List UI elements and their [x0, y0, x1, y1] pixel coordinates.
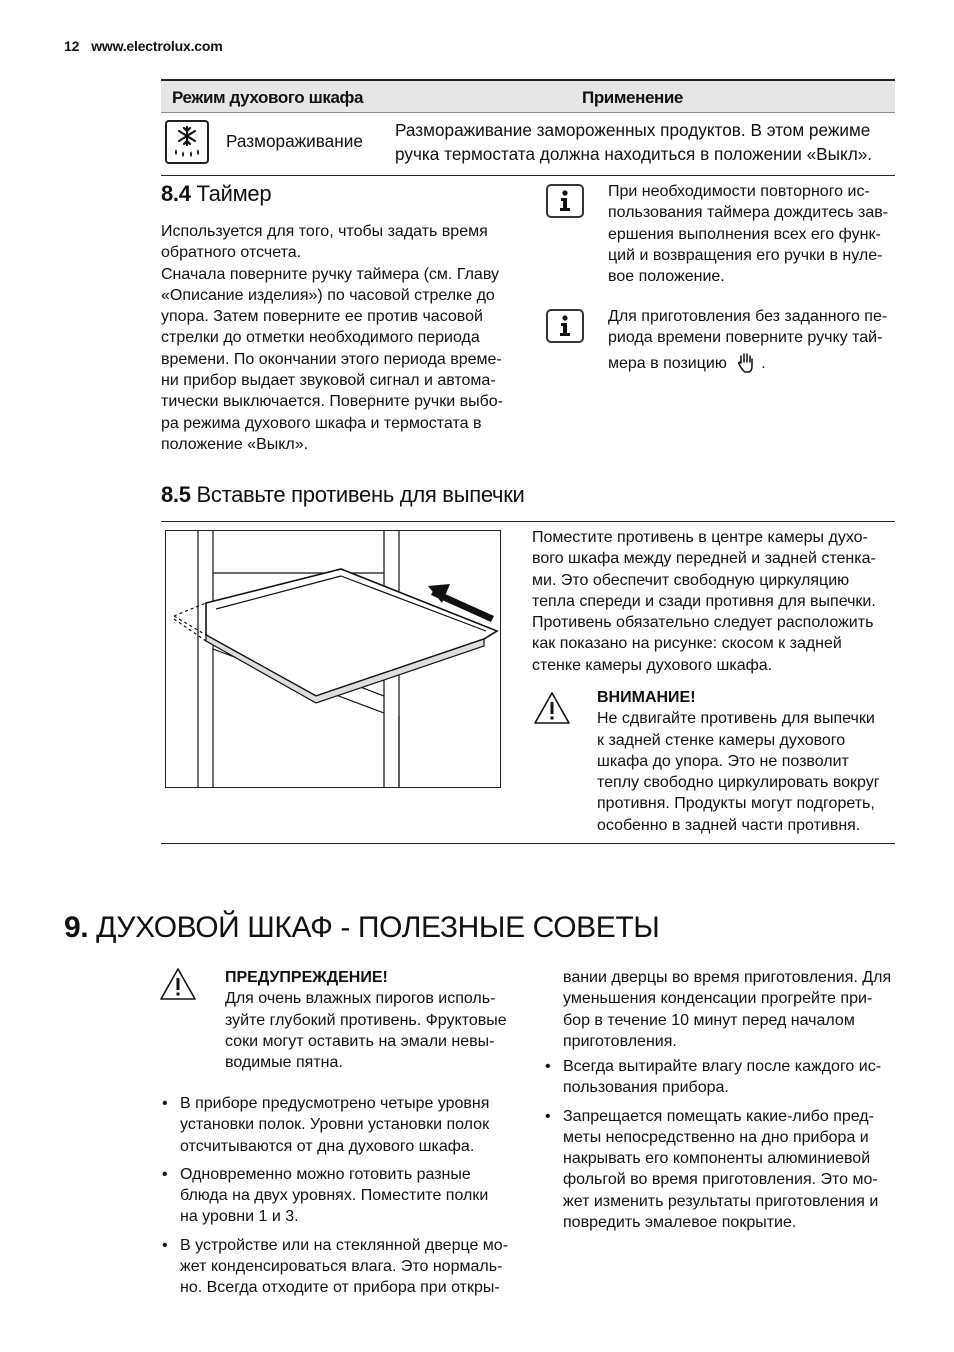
- body-line: Сначала поверните ручку таймера (см. Главу: [161, 265, 499, 283]
- note-text: мера в позицию: [608, 354, 727, 372]
- item-line: меты непосредственно на дно прибора и: [563, 1128, 869, 1146]
- warning-line: водимые пятна.: [225, 1054, 343, 1072]
- body-line: тически выключается. Поверните ручки выбо-: [161, 393, 503, 411]
- tips-continuation: [563, 967, 903, 1052]
- note-line: ершения выполнения всех его функ-: [608, 225, 881, 243]
- caution-line: противня. Продукты могут подгореть,: [597, 795, 875, 813]
- item-line: жет конденсироваться влага. Это нормаль-: [180, 1258, 503, 1276]
- list-item: [161, 1093, 531, 1157]
- item-line: на уровни 1 и 3.: [180, 1208, 299, 1226]
- body-line: Используется для того, чтобы задать время: [161, 223, 488, 240]
- body-line: ни прибор выдает звуковой сигнал и автома-: [161, 372, 496, 390]
- item-line: жет изменить результаты приготовления и: [563, 1192, 879, 1210]
- note-line: риода времени поверните ручку тай-: [608, 329, 883, 347]
- section-number: 8.5: [161, 482, 191, 507]
- body-line: ра режима духового шкафа и термостата в: [161, 414, 482, 432]
- body-line: стенке камеры духового шкафа.: [532, 656, 773, 674]
- website-url: www.electrolux.com: [91, 38, 223, 54]
- item-line: установки полок. Уровни установки полок: [180, 1116, 490, 1134]
- body-line: обратного отсчета.: [161, 244, 302, 262]
- timer-body: [161, 221, 521, 455]
- body-line: ми. Это обеспечит свободную циркуляцию: [532, 571, 850, 589]
- note-line: вое положение.: [608, 268, 725, 286]
- section-number: 8.4: [161, 181, 191, 206]
- hand-manual-icon: [735, 351, 757, 373]
- body-line: Противень обязательно следует расположить: [532, 614, 874, 632]
- tips-list-right: [544, 1056, 904, 1240]
- body-line: стрелки до отметки необходимого периода: [161, 329, 480, 347]
- info-note-1: [608, 181, 908, 287]
- item-line: • В приборе предусмотрено четыре уровня: [180, 1095, 490, 1112]
- item-line: пользования прибора.: [563, 1079, 729, 1097]
- caution-line: к задней стенке камеры духового: [597, 731, 846, 749]
- usage-line: ручка термостата должна находиться в положении «Выкл».: [395, 143, 873, 164]
- section-number: 9.: [64, 911, 89, 944]
- section-9-heading: [64, 911, 659, 945]
- item-line: накрывать его компоненты алюминиевой: [563, 1150, 871, 1168]
- item-line: • В устройстве или на стеклянной дверце мо-: [180, 1236, 509, 1254]
- caution-line: Не сдвигайте противень для выпечки: [597, 710, 875, 728]
- note-line: При необходимости повторного ис-: [608, 183, 870, 200]
- page-header: [64, 38, 222, 54]
- body-line: упора. Затем поверните ее против часовой: [161, 308, 483, 326]
- item-line: повредить эмалевое покрытие.: [563, 1214, 797, 1232]
- column-header-usage: Применение: [582, 88, 683, 107]
- oven-mode-table: [161, 79, 895, 176]
- list-item: [161, 1235, 531, 1299]
- item-line: приготовления.: [563, 1032, 677, 1050]
- list-item: [161, 1164, 531, 1228]
- list-item: [544, 1056, 904, 1099]
- note-line: [608, 351, 908, 374]
- caution-icon: [532, 690, 572, 726]
- item-line: блюда на двух уровнях. Поместите полки: [180, 1187, 489, 1205]
- info-icon: [546, 184, 584, 218]
- warning-icon: [158, 966, 198, 1002]
- caution-title: ВНИМАНИЕ!: [597, 689, 696, 706]
- caution-line: шкафа до упора. Это не позволит: [597, 752, 849, 770]
- body-line: «Описание изделия») по часовой стрелке до: [161, 286, 495, 304]
- mode-name: Размораживание: [226, 131, 363, 151]
- usage-line: Размораживание замороженных продуктов. В этом режиме: [395, 120, 871, 140]
- section-8-4-heading: [161, 181, 271, 207]
- note-line: пользования таймера дождитесь зав-: [608, 204, 889, 222]
- table-row: [161, 113, 895, 176]
- section-8-5-heading: [161, 482, 525, 508]
- caution-block: [597, 687, 897, 836]
- body-line: времени. По окончании этого периода време-: [161, 350, 502, 368]
- caution-line: теплу свободно циркулировать вокруг: [597, 774, 880, 792]
- item-line: • Одновременно можно готовить разные: [180, 1165, 471, 1183]
- info-icon: [546, 309, 584, 343]
- body-line: как показано на рисунке: скосом к задней: [532, 635, 842, 653]
- caution-line: особенно в задней части противня.: [597, 816, 861, 834]
- item-line: бор в течение 10 минут перед началом: [563, 1011, 855, 1029]
- warning-line: зуйте глубокий противень. Фруктовые: [225, 1011, 507, 1029]
- warning-block: [225, 967, 525, 1073]
- item-line: фольгой во время приготовления. Это мо-: [563, 1171, 878, 1189]
- divider: [161, 521, 895, 522]
- item-line: • Запрещается помещать какие-либо пред-: [563, 1107, 874, 1125]
- body-line: Поместите противень в центре камеры духо-: [532, 529, 868, 546]
- item-line: вании дверцы во время приготовления. Для: [563, 969, 892, 986]
- table-header: [161, 79, 895, 113]
- body-line: тепла спереди и сзади противня для выпечки.: [532, 592, 876, 610]
- tips-list-left: [161, 1093, 531, 1306]
- warning-line: Для очень влажных пирогов исполь-: [225, 990, 496, 1008]
- note-text: .: [761, 354, 766, 372]
- tray-illustration: [165, 530, 501, 788]
- item-line: отсчитываются от дна духового шкафа.: [180, 1137, 475, 1155]
- info-note-2: [608, 306, 908, 374]
- section-title: Вставьте противень для выпечки: [196, 482, 525, 507]
- section-title: ДУХОВОЙ ШКАФ - ПОЛЕЗНЫЕ СОВЕТЫ: [96, 911, 660, 944]
- body-line: вого шкафа между передней и задней стенка-: [532, 550, 876, 568]
- item-line: но. Всегда отходите от прибора при откры-: [180, 1279, 500, 1297]
- item-line: • Всегда вытирайте влагу после каждого ис-: [563, 1058, 882, 1075]
- body-line: положение «Выкл».: [161, 435, 309, 453]
- page-number: 12: [64, 38, 80, 54]
- warning-line: соки могут оставить на эмали невы-: [225, 1032, 495, 1050]
- tray-body: [532, 527, 894, 676]
- mode-usage: [395, 119, 872, 166]
- divider: [161, 843, 895, 844]
- defrost-icon: [165, 120, 209, 164]
- item-line: уменьшения конденсации прогрейте при-: [563, 990, 873, 1008]
- section-title: Таймер: [196, 181, 272, 206]
- column-header-mode: Режим духового шкафа: [172, 88, 364, 107]
- warning-title: ПРЕДУПРЕЖДЕНИЕ!: [225, 969, 388, 986]
- note-line: Для приготовления без заданного пе-: [608, 308, 888, 325]
- list-item: [544, 1106, 904, 1234]
- note-line: ций и возвращения его ручки в нуле-: [608, 246, 883, 264]
